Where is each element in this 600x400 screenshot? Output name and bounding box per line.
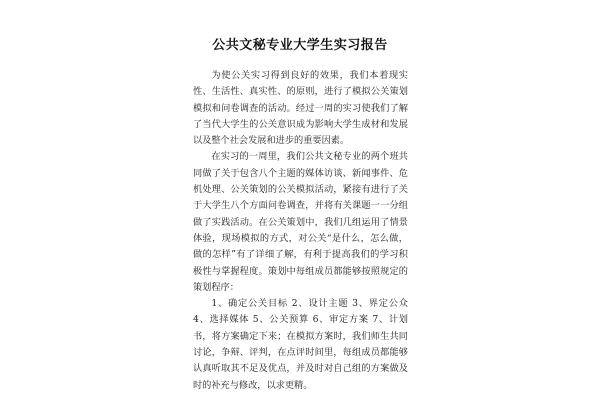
paragraph-procedure: 1、确定公关目标 2、设计主题 3、界定公众 4、选择媒体 5、公关预算 6、审定方案 7、计划书，将方案确定下来；在模拟方案时，我们师生共同讨论，争辩、评判，在点评时间里，每组成员都能够认真听取其不足及优点，并及时对自己组的方案做及时的补充与修改，以求更精。 (193, 298, 408, 391)
document-body (193, 68, 408, 394)
paragraph-intro: 为使公关实习得到良好的效果，我们本着现实性、生活性、真实性、的原则，进行了模拟公关策划模拟和问卷调查的活动。经过一周的实习使我们了解了当代大学生的公关意识成为影响大学生成材和发展以及整个社会发展和进步的重要因素。 (193, 70, 408, 147)
paragraph-activities: 在实习的一周里，我们公共文秘专业的两个班共同做了关于包含八个主题的媒体访谈、新闻事件、危机处理、公关策划的公关模拟活动，紧接有进行了关于大学生八个方面问卷调查，并将有关课题一一分组做了实践活动。在公关策划中，我们几组运用了情景体验，现场模拟的方式，对公关“是什么，怎么做，做的怎样”有了详细了解，有利于提高我们的学习积极性与掌握程度。策划中每组成员都能够按照规定的策划程序： (193, 151, 408, 293)
document-title: 公共文秘专业大学生实习报告 (212, 38, 388, 53)
